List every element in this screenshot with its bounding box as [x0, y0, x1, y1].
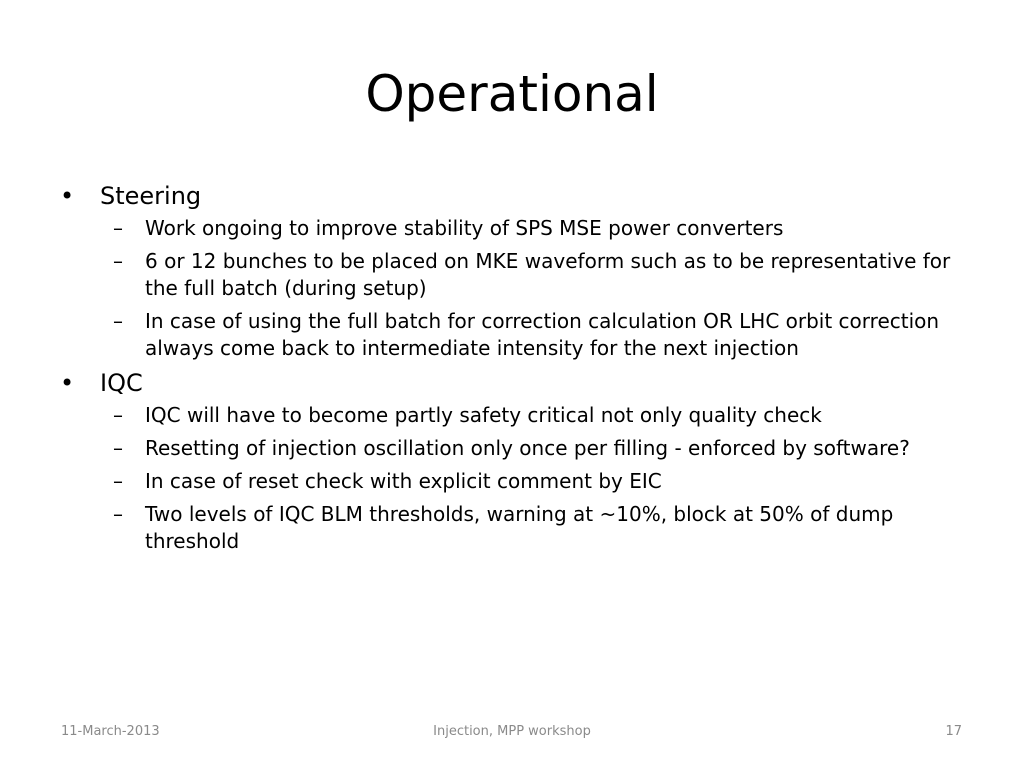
steering-sublist — [60, 215, 960, 362]
sub-item-text: In case of using the full batch for correction calculation OR LHC orbit correction always come back to intermediate intensity for the next injection — [145, 309, 940, 360]
dash-icon: – — [113, 502, 123, 526]
footer-event: Injection, MPP workshop — [433, 724, 591, 739]
slide-title: Operational — [365, 65, 659, 123]
sub-item — [60, 501, 960, 555]
sub-item — [60, 248, 960, 302]
iqc-sublist — [60, 402, 960, 555]
sub-item — [60, 402, 960, 429]
slide-content — [60, 181, 960, 561]
bullet-heading: Steering — [100, 182, 202, 210]
dash-icon: – — [113, 436, 123, 460]
footer-date: 11-March-2013 — [61, 724, 160, 739]
dash-icon: – — [113, 216, 123, 240]
sub-item-text: Resetting of injection oscillation only once per filling - enforced by software? — [145, 436, 910, 460]
sub-item-text: IQC will have to become partly safety critical not only quality check — [145, 403, 822, 427]
sub-item — [60, 435, 960, 462]
bullet-steering — [60, 181, 960, 211]
sub-item — [60, 468, 960, 495]
bullet-heading: IQC — [100, 369, 143, 397]
dash-icon: – — [113, 469, 123, 493]
dash-icon: – — [113, 309, 123, 333]
bullet-icon: • — [60, 182, 75, 210]
dash-icon: – — [113, 403, 123, 427]
footer-page-number: 17 — [945, 724, 962, 739]
bullet-iqc — [60, 368, 960, 398]
sub-item-text: 6 or 12 bunches to be placed on MKE waveform such as to be representative for the full batch (during setup) — [145, 249, 951, 300]
dash-icon: – — [113, 249, 123, 273]
sub-item-text: Two levels of IQC BLM thresholds, warning at ~10%, block at 50% of dump threshold — [145, 502, 894, 553]
bullet-icon: • — [60, 369, 75, 397]
sub-item-text: In case of reset check with explicit comment by EIC — [145, 469, 662, 493]
sub-item — [60, 215, 960, 242]
sub-item — [60, 308, 960, 362]
sub-item-text: Work ongoing to improve stability of SPS MSE power converters — [145, 216, 784, 240]
